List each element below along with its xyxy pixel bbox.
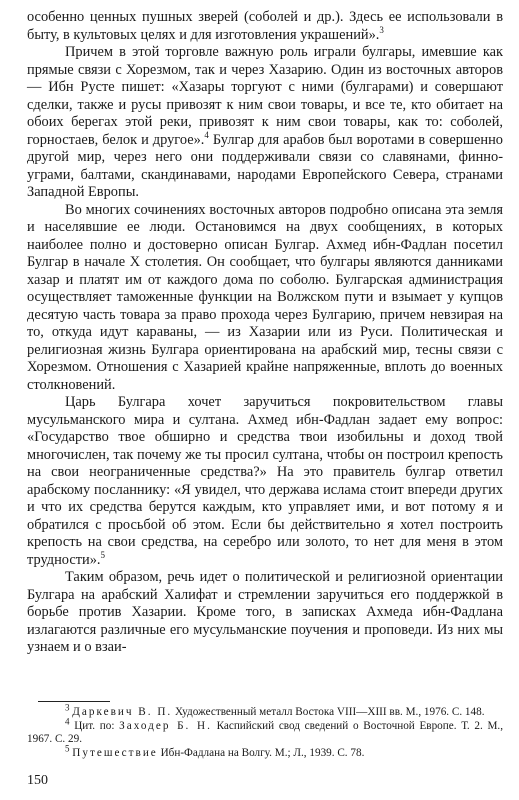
footnote-prefix: Цит. по:	[74, 719, 120, 732]
footnotes	[27, 702, 504, 760]
paragraph	[27, 44, 503, 202]
paragraph-text: Во многих сочинениях восточных авторов подробно описана эта земля и населявшие ее люди. Остановимся на двух сообщениях, в которых наиболее полно и достоверно описан Булгар. Ахмед ибн-Фадлан посетил Булгар в начале X столетия. Он сообщает, что булгары являются данниками хазар и платят им от каждого дома по соболю. Булгарская администрация осуществляет таможенные функции на Волжском пути и взымает у купцов десятую часть товара за право прохода через Булгарию, причем невзирая на то, откуда идут караваны, — из Хазарии или из Руси. Политическая и религиозная жизнь Булгара ориентирована на арабский мир, тесны связи с Хорезмом. Отношения с Хазарией крайне напряженные, вплоть до военных столкновений.	[27, 201, 503, 393]
footnote	[27, 702, 503, 720]
paragraph	[27, 202, 503, 395]
paragraph	[27, 569, 503, 657]
footnote-number: 5	[65, 743, 70, 754]
footnote-number: 4	[65, 715, 70, 726]
footnote-text: Художественный металл Востока VIII—XIII вв. М., 1976. С. 148.	[172, 706, 485, 718]
page-number: 150	[27, 773, 48, 788]
footnote-author: Даркевич В. П.	[72, 706, 173, 718]
footnote-ref: 5	[100, 549, 106, 560]
paragraph	[27, 394, 503, 569]
paragraph	[27, 9, 503, 44]
footnote-ref: 3	[379, 24, 384, 35]
paragraph-text: Таким образом, речь идет о политической и религиозной ориентации Булгара на арабский Халифат и стремлении заручиться его поддержкой в борьбе против Хазарии. Кроме того, в записках Ахмеда ибн-Фадлана излагаются различные его мусульманские поучения и проповеди. Из них мы узнаем и о взаи-	[27, 569, 503, 655]
footnote	[27, 715, 504, 747]
paragraph-text: Царь Булгара хочет заручиться покровительством главы мусульманского мира и султана. Ахмед ибн-Фадлан задает ему вопрос: «Государство твое обширно и средства твои изобильны и доход твой многочислен, так почему же ты просил султана, чтобы он построил крепость на свои неограниченные средства?» На это правитель булгар ответил арабскому посланнику: «Я увидел, что держава ислама стоит впереди других и что их средства берутся каждым, кто управляет ими, и вот потому я и обратился с просьбой об этом. Если бы действительно я хотел построить крепость на свои средства, на серебро или золото, то нет для меня в этом трудности».	[27, 394, 503, 568]
footnote-author: Заходер Б. Н.	[119, 719, 212, 732]
footnote-ref: 4	[204, 129, 209, 140]
footnote-author: Путешествие	[72, 746, 158, 759]
paragraph-text: особенно ценных пушных зверей (соболей и др.). Здесь ее использовали в быту, в культовых целях и для изготовления украшений».	[27, 9, 503, 43]
footnote-number: 3	[65, 702, 70, 713]
paragraph-text: Причем в этой торговле важную роль играли булгары, имевшие как прямые связи с Хорезмом, так и через Хазарию. Один из восточных авторов — Ибн Русте пишет: «Хазары торгуют с ними (булгарами) и совершают сделки, также и русы привозят к ним свои товары, и все те, кто обитает на обоих берегах этой реки, привозят к ним свои товары, как то: соболей, горностаев, белок и другое».	[27, 44, 503, 148]
footnote-text: Ибн-Фадлана на Волгу. М.; Л., 1939. С. 78.	[157, 746, 365, 759]
footnote-divider	[38, 701, 110, 702]
paragraph-text: Булгар для арабов был воротами в совершенно другой мир, через него они поддерживали связи со славянами, финно-уграми, балтами, скандинавами, народами Европейского Севера, странами Западной Европы.	[27, 131, 503, 200]
footnote-text: Каспийский свод сведений о Восточной Европе. Т. 2. М., 1967. С. 29.	[27, 719, 504, 746]
page-body	[27, 9, 503, 657]
footnote	[27, 743, 503, 761]
